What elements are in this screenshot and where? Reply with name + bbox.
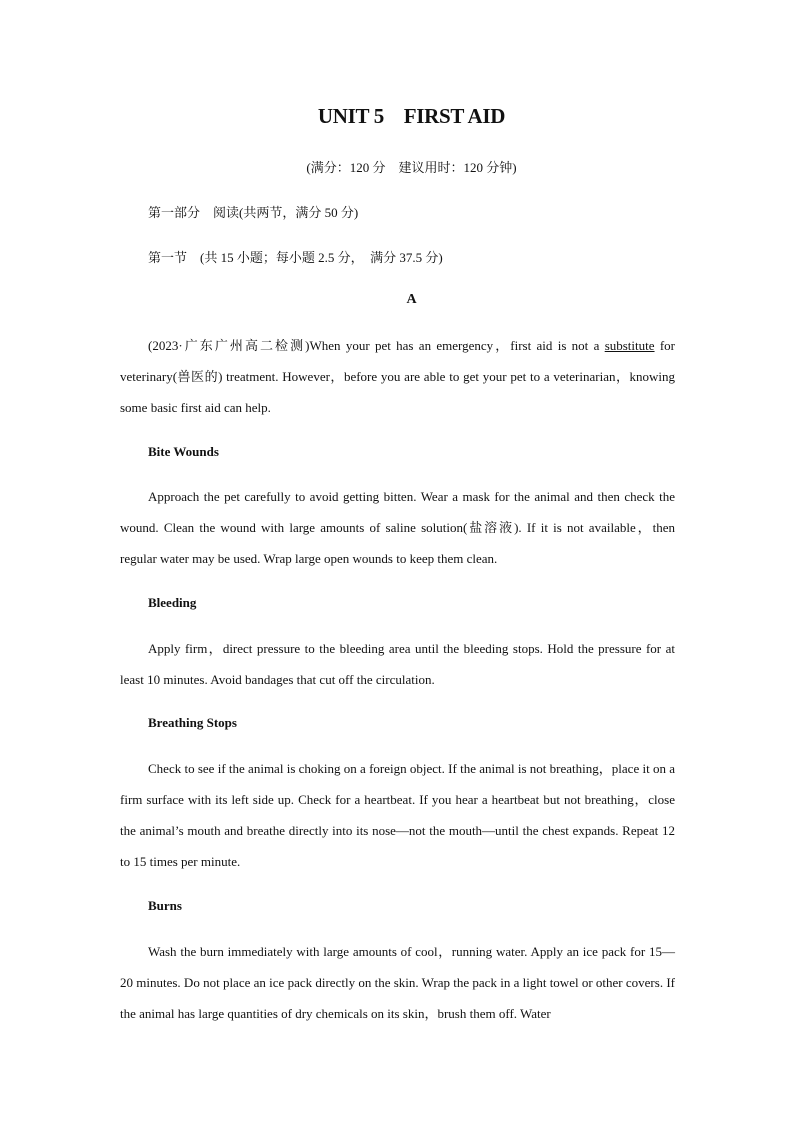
exam-meta: (满分：120 分 建议用时：120 分钟) [306, 160, 517, 175]
intro-text-after: for veterinary(兽医的) treatment. However，before you are able to get your pet to a veterinarian，knowing some basic first aid can help. [120, 338, 675, 415]
paragraph-bite-wounds: Approach the pet carefully to avoid getting bitten. Wear a mask for the animal and then check the wound. Clean the wound with large amounts of saline solution(盐溶液). If it is not available，then regular water may be used. Wrap large open wounds to keep them clean. [120, 489, 675, 566]
underlined-word: substitute [604, 338, 655, 353]
section-heading: 第一节 (共 15 小题；每小题 2.5 分， 满分 37.5 分) [148, 250, 443, 265]
document-page [120, 0, 675, 1123]
heading-breathing-stops: Breathing Stops [148, 715, 237, 730]
unit-title: UNIT 5 FIRST AID [317, 104, 506, 128]
paragraph-burns: Wash the burn immediately with large amounts of cool，running water. Apply an ice pack for 15—20 minutes. Do not place an ice pack directly on the skin. Wrap the pack in a light towel or other covers. If the animal has large quantities of dry chemicals on its skin，brush them off. Water [120, 944, 675, 1021]
paragraph-bleeding: Apply firm，direct pressure to the bleeding area until the bleeding stops. Hold the pressure for at least 10 minutes. Avoid bandages that cut off the circulation. [120, 641, 675, 687]
intro-text-before: (2023·广东广州高二检测)When your pet has an emergency，first aid is not a [148, 338, 605, 353]
paragraph-breathing-stops: Check to see if the animal is choking on a foreign object. If the animal is not breathing，place it on a firm surface with its left side up. Check for a heartbeat. If you hear a heartbeat but not breathing，close the animal’s mouth and breathe directly into its nose—not the mouth—until the chest expands. Repeat 12 to 15 times per minute. [120, 761, 675, 869]
heading-burns: Burns [148, 898, 182, 913]
heading-bite-wounds: Bite Wounds [148, 444, 219, 459]
part-heading: 第一部分 阅读(共两节，满分 50 分) [148, 205, 359, 220]
intro-paragraph [120, 330, 675, 423]
heading-bleeding: Bleeding [148, 595, 197, 610]
passage-label: A [406, 292, 417, 307]
